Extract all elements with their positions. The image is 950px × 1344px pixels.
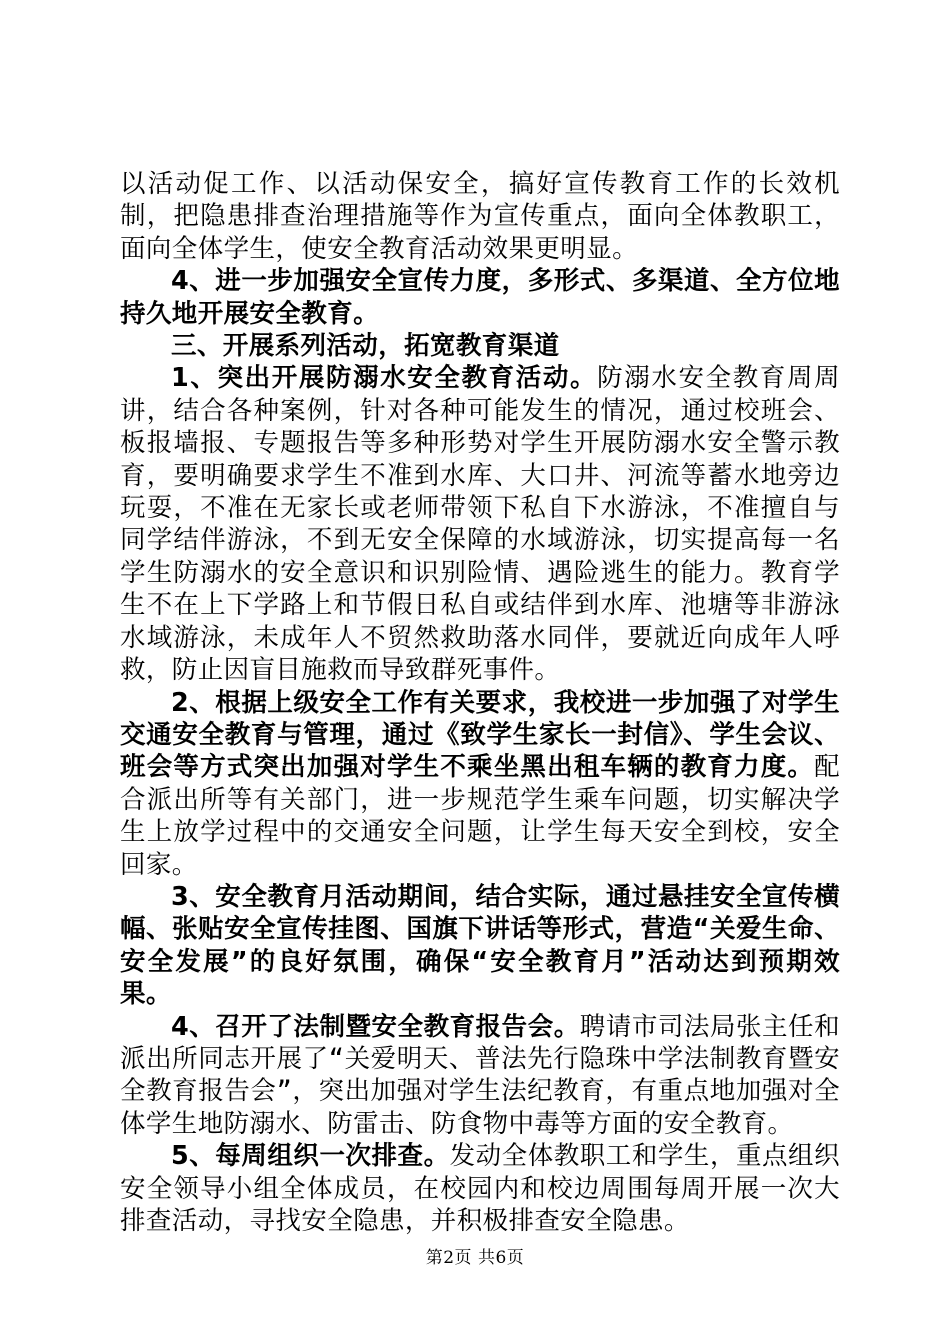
item-body: 配合派出所等有关部门，进一步规范学生乘车问题，切实解决学生上放学过程中的交通安全问题，让学生每天安全到校，安全回家。	[120, 752, 840, 880]
item-body: 防溺水安全教育周周讲，结合各种案例，针对各种可能发生的情况，通过校班会、板报墙报、专题报告等多种形势对学生开展防溺水安全警示教育，要明确要求学生不准到水库、大口井、河流等蓄水地旁边玩耍，不准在无家长或老师带领下私自下水游泳，不准擅自与同学结伴游泳，不到无安全保障的水域游泳，切实提高每一名学生防溺水的安全意识和识别险情、遇险逃生的能力。教育学生不在上下学路上和节假日私自或结伴到水库、池塘等非游泳水域游泳，未成年人不贸然救助落水同伴，要就近向成年人呼救，防止因盲目施救而导致群死事件。	[120, 363, 840, 686]
item-heading: 1、突出开展防溺水安全教育活动。	[171, 363, 598, 394]
page-footer: 第2页 共6页	[425, 1248, 525, 1268]
paragraph-item-4	[120, 1011, 840, 1141]
paragraph-heading: 4、进一步加强安全宣传力度，多形式、多渠道、全方位地持久地开展安全教育。	[120, 266, 840, 329]
paragraph-item-3	[120, 881, 840, 1011]
section-heading	[120, 330, 840, 362]
paragraph-item-1	[120, 362, 840, 686]
paragraph-item-5	[120, 1140, 840, 1237]
item-body: 发动全体教职工和学生，重点组织安全领导小组全体成员，在校园内和校边周围每周开展一次大排查活动，寻找安全隐患，并积极排查安全隐患。	[120, 1141, 840, 1236]
item-heading: 2、根据上级安全工作有关要求，我校进一步加强了对学生交通安全教育与管理，通过《致学生家长一封信》、学生会议、班会等方式突出加强对学生不乘坐黑出租车辆的教育力度。	[120, 687, 840, 783]
paragraph-point-4	[120, 265, 840, 330]
document-body	[120, 168, 840, 1237]
paragraph-text: 以活动促工作、以活动保安全，搞好宣传教育工作的长效机制，把隐患排查治理措施等作为宣传重点，面向全体教职工，面向全体学生，使安全教育活动效果更明显。	[120, 169, 840, 264]
paragraph-item-2	[120, 687, 840, 881]
item-heading: 4、召开了法制暨安全教育报告会。	[171, 1011, 580, 1042]
item-heading: 5、每周组织一次排查。	[171, 1141, 450, 1172]
item-body: 聘请市司法局张主任和派出所同志开展了“关爱明天、普法先行隐珠中学法制教育暨安全教育报告会”，突出加强对学生法纪教育，有重点地加强对全体学生地防溺水、防雷击、防食物中毒等方面的安全教育。	[120, 1011, 840, 1139]
item-heading: 3、安全教育月活动期间，结合实际，通过悬挂安全宣传横幅、张贴安全宣传挂图、国旗下讲话等形式，营造“关爱生命、安全发展”的良好氛围，确保“安全教育月”活动达到预期效果。	[120, 881, 840, 1010]
section-title: 三、开展系列活动，拓宽教育渠道	[171, 331, 560, 362]
paragraph-intro	[120, 168, 840, 265]
